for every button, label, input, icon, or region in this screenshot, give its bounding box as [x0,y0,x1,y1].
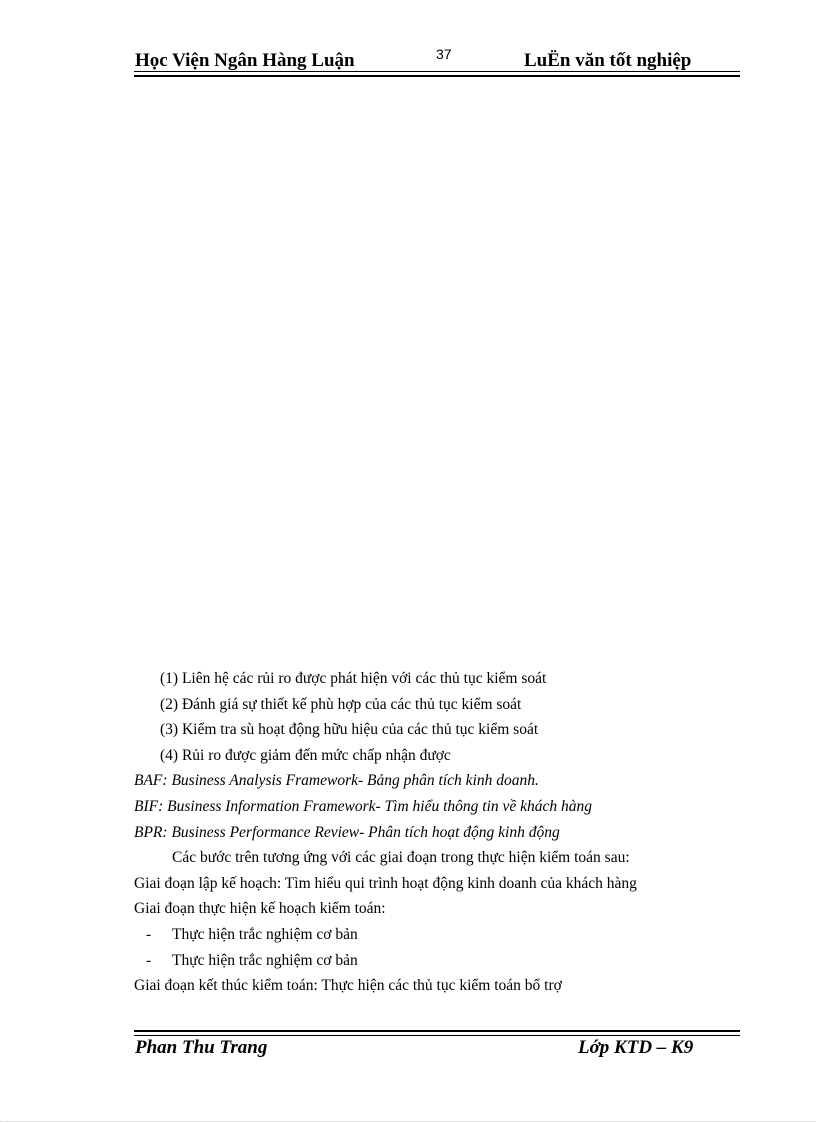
closing-stage: Giai đoạn kết thúc kiểm toán: Thực hiện các thủ tục kiểm toán bổ trợ [134,977,562,995]
step-4: (4) Rủi ro được giảm đến mức chấp nhận được [160,746,451,764]
bullet-dash: - [146,951,152,969]
page-number: 37 [436,46,452,62]
header-rule [134,71,740,77]
page-body [134,666,740,999]
footer-class: Lớp KTD – K9 [578,1037,694,1058]
definition-baf: BAF: Business Analysis Framework- Bảng phân tích kinh doanh. [134,772,539,790]
step-1: (1) Liên hệ các rủi ro được phát hiện với các thủ tục kiểm soát [160,670,547,687]
bullet-dash: - [146,925,152,943]
page-footer [134,1037,740,1061]
definition-bpr: BPR: Business Performance Review- Phân tích hoạt động kinh động [134,823,560,841]
list-item [134,948,740,974]
page-edge [0,1121,816,1122]
definition-bif: BIF: Business Information Framework- Tìm hiểu thông tin về khách hàng [134,797,593,815]
list-item-text: Thực hiện trắc nghiệm cơ bản [172,925,358,943]
list-item-text: Thực hiện trắc nghiệm cơ bản [172,951,358,969]
footer-rule [134,1030,740,1036]
header-document-type: LuËn văn tốt nghiệp [524,50,692,71]
footer-author: Phan Thu Trang [135,1037,268,1058]
execution-stage: Giai đoạn thực hiện kế hoạch kiểm toán: [134,900,386,918]
page-header [134,46,740,70]
step-2: (2) Đánh giá sự thiết kế phù hợp của các thủ tục kiểm soát [160,695,522,713]
planning-stage: Giai đoạn lập kế hoạch: Tìm hiểu qui trình hoạt động kinh doanh của khách hàng [134,874,637,892]
list-item [134,922,740,948]
header-institution: Học Viện Ngân Hàng Luận [135,50,355,71]
step-3: (3) Kiểm tra sù hoạt động hữu hiệu của các thủ tục kiểm soát [160,721,539,739]
intro-paragraph: Các bước trên tương ứng với các giai đoạn trong thực hiện kiểm toán sau: [172,849,630,867]
